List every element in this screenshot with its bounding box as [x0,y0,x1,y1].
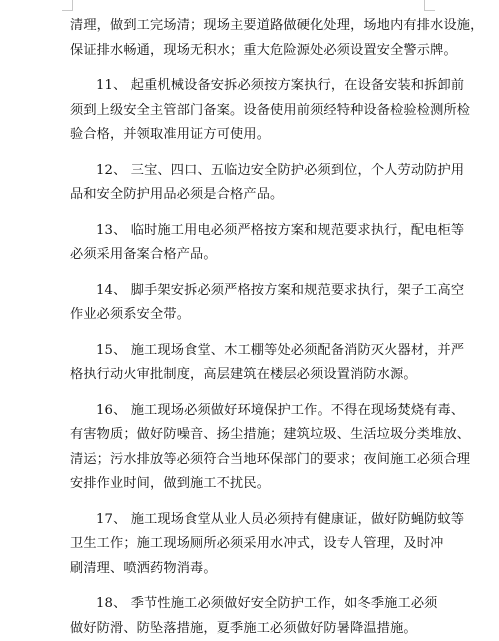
page-corner-mark [424,0,435,11]
paragraph-13 [70,219,430,268]
text-line: 卫生工作；施工现场厕所必须采用水冲式，设专人管理，及时冲 [70,532,430,557]
document-body [70,14,430,641]
text-line: 11、 起重机械设备安拆必须按方案执行，在设备安装和拆卸前 [70,74,430,99]
text-line: 安排作业时间，做到施工不扰民。 [70,472,430,497]
text-line: 刷清理、喷洒药物消毒。 [70,557,430,582]
text-line: 有害物质；做好防噪音、扬尘措施；建筑垃圾、生活垃圾分类堆放、 [70,423,430,448]
paragraph-15 [70,339,430,388]
text-line: 验合格，并领取准用证方可使用。 [70,123,430,148]
paragraph-14 [70,279,430,328]
text-line: 18、 季节性施工必须做好安全防护工作，如冬季施工必须 [70,592,430,617]
text-line: 清运；污水排放等必须符合当地环保部门的要求；夜间施工必须合理 [70,448,430,473]
text-line: 12、 三宝、四口、五临边安全防护必须到位，个人劳动防护用 [70,159,430,184]
paragraph-12 [70,159,430,208]
text-line: 15、 施工现场食堂、木工棚等处必须配备消防灭火器材，并严 [70,339,430,364]
paragraph-17 [70,508,430,582]
text-line: 保证排水畅通，现场无积水；重大危险源处必须设置安全警示牌。 [70,39,430,64]
paragraph-10-continued [70,14,430,63]
page-corner-mark [62,0,73,11]
text-line: 16、 施工现场必须做好环境保护工作。不得在现场焚烧有毒、 [70,399,430,424]
text-line: 作业必须系安全带。 [70,303,430,328]
paragraph-16 [70,399,430,497]
text-line: 清理，做到工完场清；现场主要道路做硬化处理，场地内有排水设施， [70,14,430,39]
text-line: 必须采用备案合格产品。 [70,243,430,268]
text-line: 17、 施工现场食堂从业人员必须持有健康证，做好防蝇防蚊等 [70,508,430,533]
paragraph-18 [70,592,430,641]
text-line: 品和安全防护用品必须是合格产品。 [70,183,430,208]
paragraph-11 [70,74,430,148]
text-line: 做好防滑、防坠落措施，夏季施工必须做好防暑降温措施。 [70,617,430,641]
text-line: 须到上级安全主管部门备案。设备使用前须经特种设备检验检测所检 [70,99,430,124]
text-line: 格执行动火审批制度，高层建筑在楼层必须设置消防水源。 [70,363,430,388]
text-line: 14、 脚手架安拆必须严格按方案和规范要求执行，架子工高空 [70,279,430,304]
text-line: 13、 临时施工用电必须严格按方案和规范要求执行，配电柜等 [70,219,430,244]
